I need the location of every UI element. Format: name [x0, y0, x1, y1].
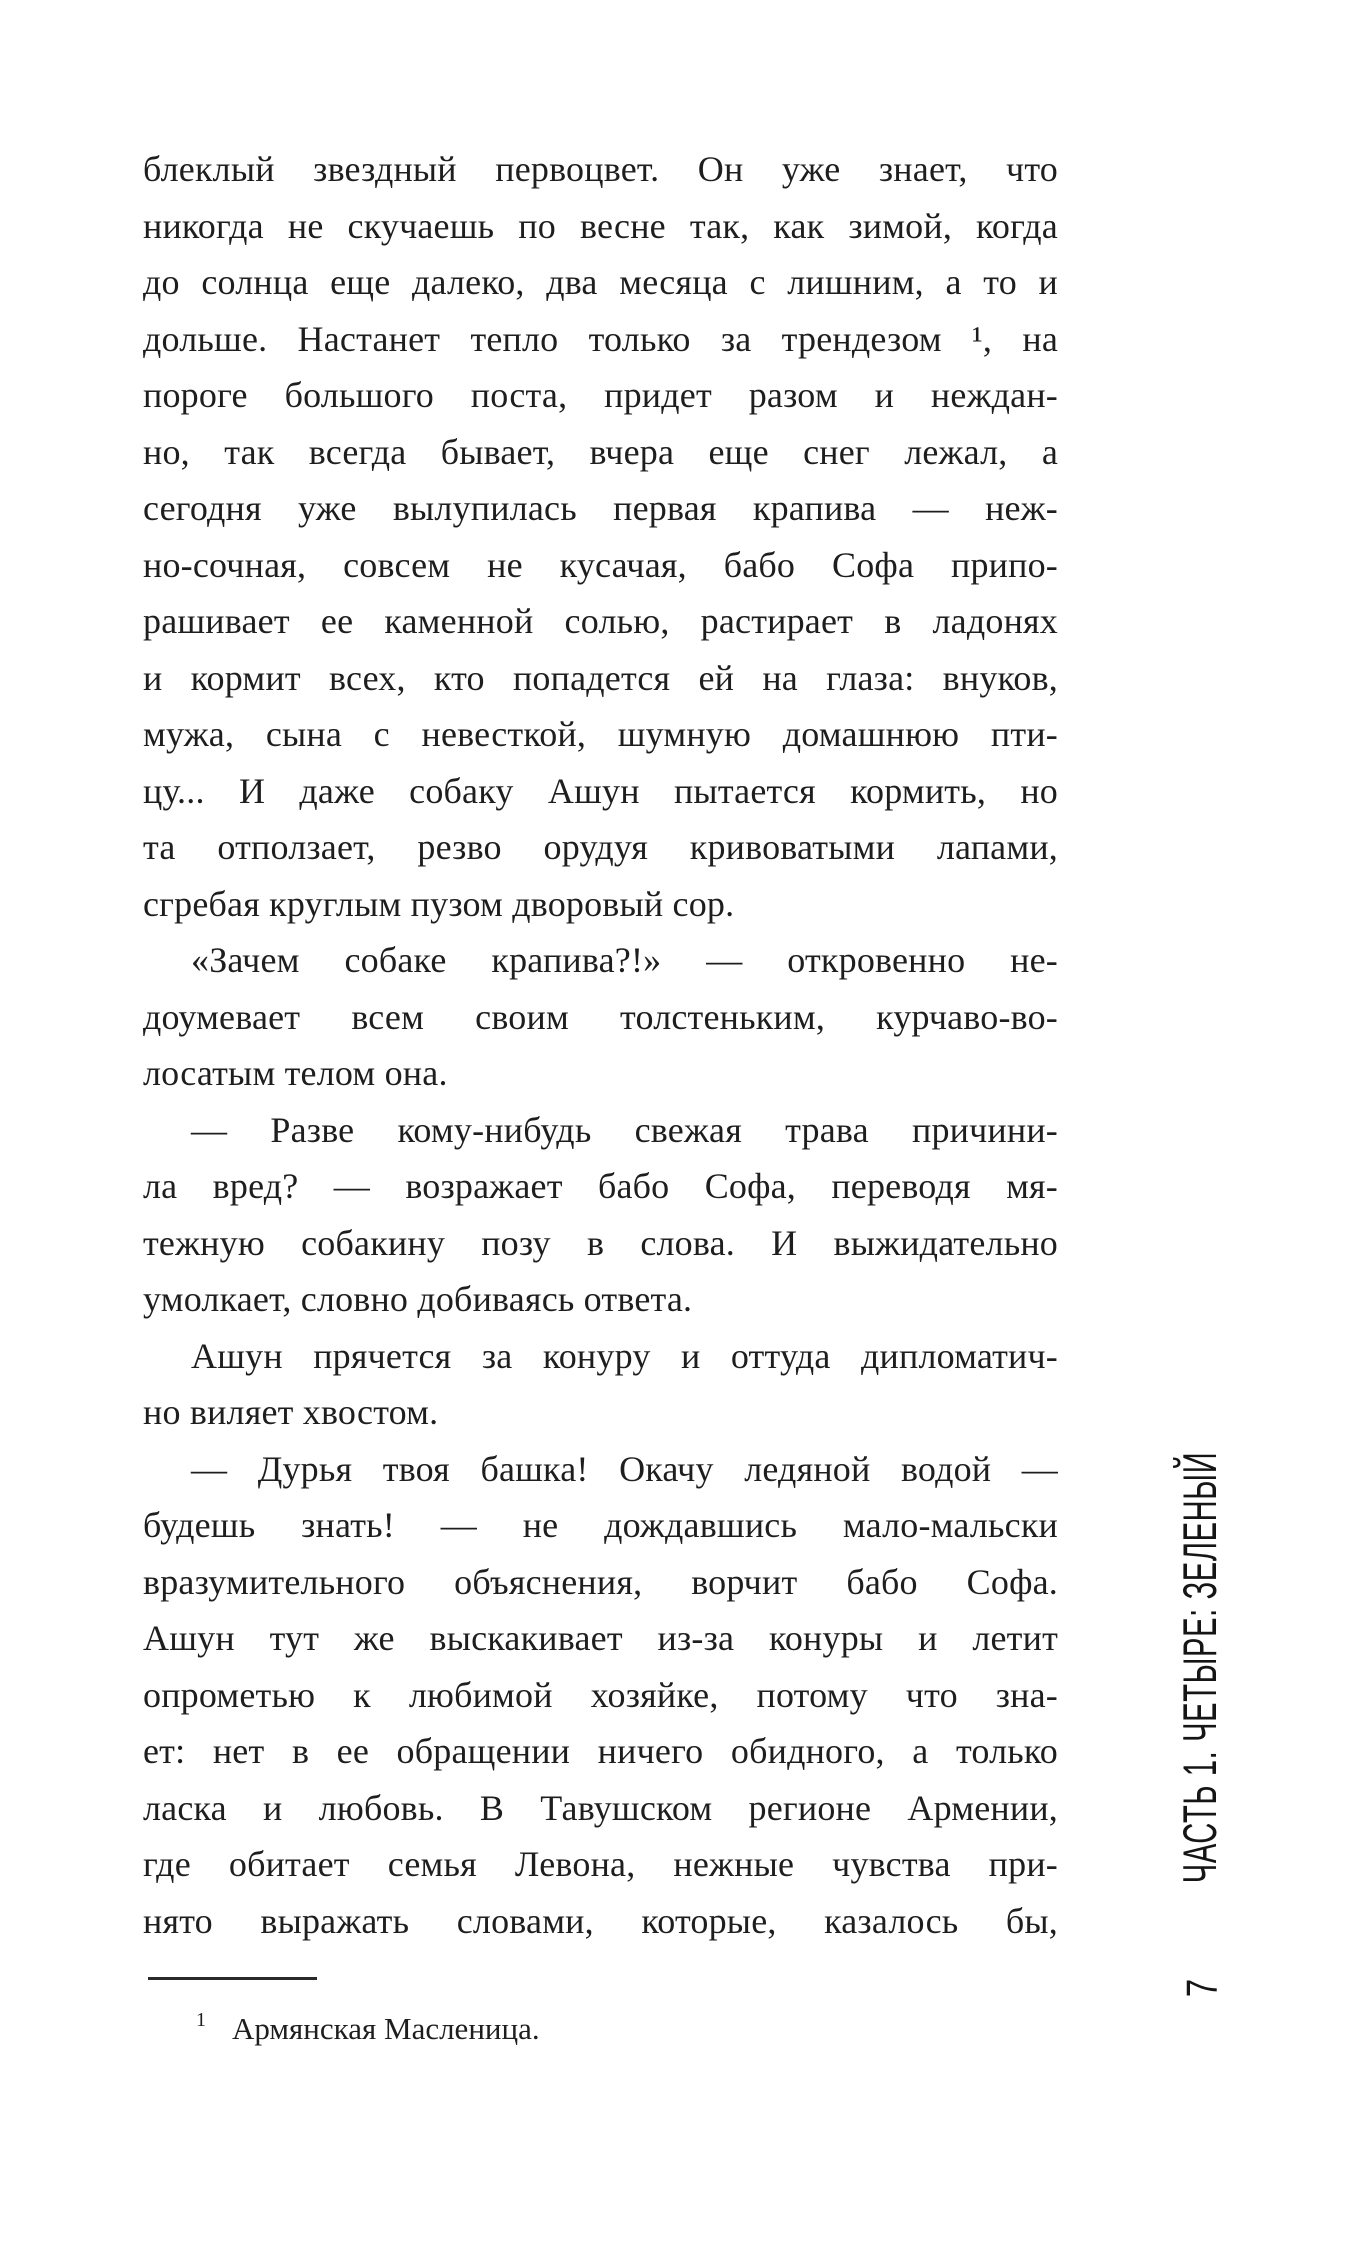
body-text [143, 141, 1058, 1949]
text-line: ла вред? — возражает бабо Софа, переводя мя- [143, 1166, 1058, 1206]
text-line: — Разве кому-нибудь свежая трава причини- [191, 1109, 1058, 1150]
text-line: но-сочная, совсем не кусачая, бабо Софа припо- [143, 544, 1058, 585]
text-line: та отползает, резво орудуя кривоватыми лапами, [143, 827, 1058, 867]
text-line: ет: нет в ее обращении ничего обидного, а только [143, 1731, 1058, 1771]
text-line: «Зачем собаке крапива?!» — откровенно не- [191, 940, 1058, 980]
paragraph-3 [143, 1102, 1058, 1328]
text-line: — Дурья твоя башка! Окачу ледяной водой — [191, 1448, 1058, 1489]
section-caption: ЧАСТЬ 1. ЧЕТЫРЕ: ЗЕЛЕНЫЙ [1173, 1451, 1226, 1884]
text-line: будешь знать! — не дождавшись мало-мальски [143, 1505, 1058, 1545]
text-line: блеклый звездный первоцвет. Он уже знает, что [143, 149, 1058, 189]
text-line: рашивает ее каменной солью, растирает в ладонях [143, 601, 1058, 641]
text-line: лосатым телом она. [143, 1053, 448, 1093]
footnote [196, 2000, 540, 2049]
text-line: где обитает семья Левона, нежные чувства при- [143, 1844, 1058, 1884]
text-line: и кормит всех, кто попадется ей на глаза: внуков, [143, 657, 1058, 698]
text-line: Ашун тут же выскакивает из-за конуры и летит [143, 1618, 1058, 1658]
text-line: доумевает всем своим толстеньким, курчаво-во- [143, 996, 1058, 1037]
text-line: никогда не скучаешь по весне так, как зимой, когда [143, 205, 1058, 246]
text-line: сегодня уже вылупилась первая крапива — неж- [143, 488, 1058, 528]
text-line: опрометью к любимой хозяйке, потому что зна- [143, 1674, 1058, 1715]
footnote-text: Армянская Масленица. [232, 2011, 540, 2046]
text-line: цу... И даже собаку Ашун пытается кормить, но [143, 770, 1058, 811]
text-line: нято выражать словами, которые, казалось бы, [143, 1900, 1058, 1941]
text-line: сгребая круглым пузом дворовый сор. [143, 883, 735, 924]
text-line: но, так всегда бывает, вчера еще снег лежал, а [143, 431, 1058, 472]
paragraph-1 [143, 141, 1058, 932]
text-line: мужа, сына с невесткой, шумную домашнюю пти- [143, 714, 1058, 754]
footnote-divider [148, 1977, 317, 1980]
text-line: вразумительного объяснения, ворчит бабо Софа. [143, 1561, 1058, 1602]
text-line: пороге большого поста, придет разом и неждан- [143, 375, 1058, 415]
paragraph-2 [143, 932, 1058, 1102]
paragraph-5 [143, 1441, 1058, 1950]
text-line-footnote-ref: дольше. Настанет тепло только за трендезом ¹, на [143, 318, 1058, 359]
page-number: 7 [1178, 1978, 1227, 1998]
paragraph-4 [143, 1328, 1058, 1441]
text-line: ласка и любовь. В Тавушском регионе Армении, [143, 1787, 1058, 1828]
text-line: до солнца еще далеко, два месяца с лишним, а то и [143, 262, 1058, 302]
footnote-marker: 1 [196, 2009, 206, 2031]
text-line: тежную собакину позу в слова. И выжидательно [143, 1222, 1058, 1263]
text-line: Ашун прячется за конуру и оттуда дипломатич- [191, 1335, 1058, 1376]
text-line: но виляет хвостом. [143, 1392, 439, 1432]
text-line: умолкает, словно добиваясь ответа. [143, 1279, 693, 1319]
